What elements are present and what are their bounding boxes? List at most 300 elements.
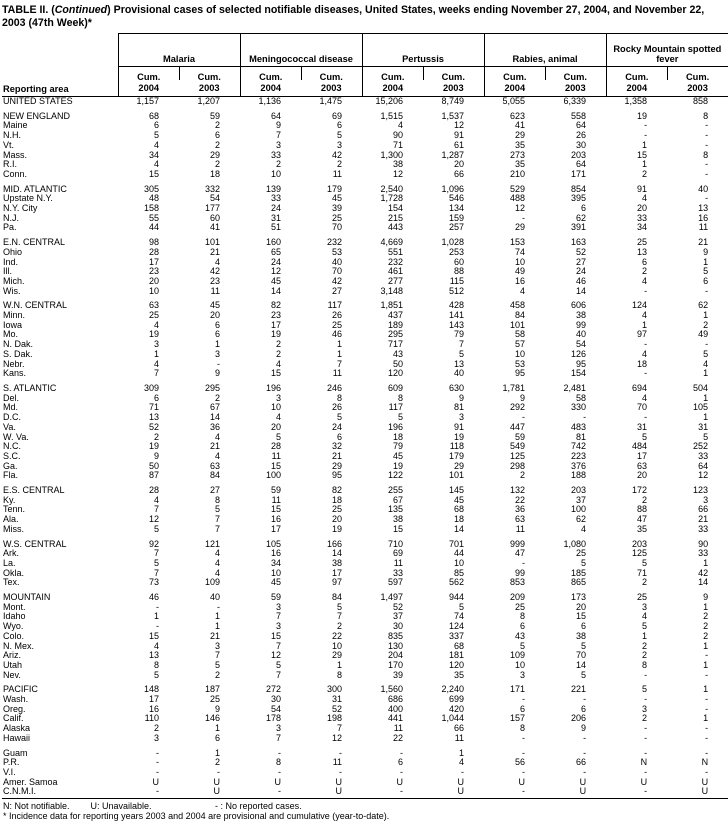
value-cell: 295 [204, 383, 221, 393]
value-cell: 101 [510, 320, 526, 330]
value-cell: - [583, 748, 587, 758]
reporting-area-header: Reporting area [2, 34, 118, 97]
value-cell: 5 [337, 413, 343, 423]
value-cell: - [339, 748, 343, 758]
table-row [2, 185, 728, 195]
value-cell: 62 [698, 301, 709, 311]
value-cell: 13 [148, 413, 159, 423]
value-cell: 2 [642, 578, 648, 588]
table-row [2, 612, 728, 622]
value-cell: 1 [703, 558, 709, 568]
value-cell: 91 [454, 131, 465, 141]
table-row [2, 758, 728, 768]
value-cell: 160 [265, 238, 282, 248]
value-cell: 179 [449, 451, 465, 461]
value-cell: 101 [449, 471, 465, 481]
value-cell: 1 [215, 622, 221, 632]
value-cell: 6 [398, 758, 404, 768]
value-cell: 2 [642, 651, 648, 661]
value-cell: 2 [703, 320, 709, 330]
value-cell: 11 [332, 169, 343, 179]
value-cell: 31 [332, 695, 343, 705]
table-row [2, 486, 728, 496]
value-cell: 52 [393, 602, 404, 612]
value-cell: 8 [520, 612, 526, 622]
value-cell: 25 [515, 602, 526, 612]
reporting-area-cell: Vt. [3, 140, 15, 150]
value-cell: 19 [637, 111, 648, 121]
table-row [2, 423, 728, 433]
table-row [2, 413, 728, 423]
table-row [2, 97, 728, 107]
value-cell: 15 [637, 150, 648, 160]
value-cell: 504 [693, 383, 709, 393]
value-cell: 29 [515, 131, 526, 141]
value-cell: 60 [210, 213, 221, 223]
value-cell: 28 [271, 442, 282, 452]
value-cell: 42 [332, 276, 343, 286]
subheader-rabies-2003: Cum. 2003 [545, 67, 606, 97]
table-row [2, 549, 728, 559]
value-cell: 90 [393, 131, 404, 141]
value-cell: 25 [637, 238, 648, 248]
reporting-area-cell: Iowa [3, 320, 23, 330]
value-cell: - [522, 558, 526, 568]
value-cell: 60 [454, 257, 465, 267]
value-cell: 232 [327, 238, 343, 248]
value-cell: 52 [576, 247, 587, 257]
reporting-area-cell: S. ATLANTIC [3, 383, 57, 393]
value-cell: 14 [454, 524, 465, 534]
value-cell: 124 [632, 301, 648, 311]
value-cell: - [644, 670, 648, 680]
value-cell: 5 [642, 558, 648, 568]
value-cell: 1,515 [380, 111, 404, 121]
value-cell: 23 [210, 276, 221, 286]
reporting-area-cell: Del. [3, 393, 20, 403]
value-cell: 458 [510, 301, 526, 311]
value-cell: 3 [153, 733, 159, 743]
value-cell: U [640, 777, 648, 787]
value-cell: - [278, 748, 282, 758]
value-cell: 49 [698, 330, 709, 340]
value-cell: 4 [642, 393, 648, 403]
table-row [2, 394, 728, 404]
value-cell: 558 [571, 111, 587, 121]
value-cell: 59 [271, 486, 282, 496]
value-cell: 22 [393, 733, 404, 743]
subheader-malaria-2004: Cum. 2004 [118, 67, 179, 97]
value-cell: - [217, 768, 221, 777]
value-cell: 6 [215, 733, 221, 743]
value-cell: 5 [642, 685, 648, 695]
value-cell: 5,055 [502, 96, 526, 106]
value-cell: 95 [332, 471, 343, 481]
reporting-area-cell: Wis. [3, 286, 21, 296]
value-cell: 46 [148, 593, 159, 603]
value-cell: 24 [271, 257, 282, 267]
value-cell: 38 [393, 515, 404, 525]
value-cell: 45 [271, 276, 282, 286]
value-cell: 120 [388, 369, 404, 379]
value-cell: 305 [143, 184, 159, 194]
value-cell: 21 [210, 631, 221, 641]
table-row [2, 238, 728, 248]
value-cell: 8 [642, 660, 648, 670]
value-cell: 43 [515, 631, 526, 641]
value-cell: 1 [459, 748, 465, 758]
value-cell: U [213, 777, 221, 787]
value-cell: - [705, 651, 709, 661]
value-cell: 4 [703, 359, 709, 369]
value-cell: 63 [210, 461, 221, 471]
reporting-area-cell: Md. [3, 403, 19, 413]
reporting-area-cell: N.H. [3, 131, 21, 141]
value-cell: 36 [210, 422, 221, 432]
value-cell: 4 [642, 311, 648, 321]
value-cell: 47 [637, 515, 648, 525]
value-cell: 91 [454, 422, 465, 432]
value-cell: - [644, 413, 648, 423]
value-cell: 171 [571, 169, 587, 179]
value-cell: 686 [388, 695, 404, 705]
subheader-rabies-2004: Cum. 2004 [484, 67, 545, 97]
value-cell: 187 [204, 685, 221, 695]
value-cell: 117 [388, 403, 404, 413]
value-cell: 123 [693, 486, 709, 496]
value-cell: 125 [632, 549, 648, 559]
value-cell: 145 [449, 486, 465, 496]
reporting-area-cell: Pa. [3, 223, 17, 233]
table-row [2, 559, 728, 569]
value-cell: 19 [393, 461, 404, 471]
value-cell: 3 [337, 140, 343, 150]
value-cell: 2 [215, 140, 221, 150]
value-cell: - [362, 787, 423, 798]
value-cell: 221 [571, 685, 587, 695]
value-cell: 5 [581, 670, 587, 680]
value-cell: 9 [153, 451, 159, 461]
value-cell: 20 [454, 160, 465, 170]
value-cell: U [579, 777, 587, 787]
value-cell: 15 [576, 612, 587, 622]
value-cell: 26 [332, 311, 343, 321]
value-cell: 70 [332, 223, 343, 233]
value-cell: 2 [520, 471, 526, 481]
value-cell: 332 [204, 184, 221, 194]
value-cell: 1 [703, 257, 709, 267]
value-cell: 109 [204, 578, 221, 588]
value-cell: 376 [571, 461, 587, 471]
value-cell: 944 [449, 593, 465, 603]
value-cell: 179 [327, 184, 343, 194]
value-cell: 30 [271, 695, 282, 705]
value-cell: 16 [515, 276, 526, 286]
value-cell: 6 [215, 320, 221, 330]
value-cell: 15,206 [375, 96, 404, 106]
value-cell: 63 [637, 461, 648, 471]
value-cell: - [705, 140, 709, 150]
value-cell: 33 [271, 194, 282, 204]
value-cell: 2 [215, 121, 221, 131]
value-cell: 15 [393, 524, 404, 534]
value-cell: 1,475 [319, 96, 343, 106]
value-cell: 6 [581, 704, 587, 714]
value-cell: 206 [571, 714, 587, 724]
value-cell: 42 [210, 267, 221, 277]
table-row [2, 223, 728, 233]
value-cell: 34 [148, 150, 159, 160]
reporting-area-cell: MOUNTAIN [3, 593, 51, 603]
value-cell: 62 [576, 515, 587, 525]
value-cell: U [274, 777, 282, 787]
value-cell: 24 [271, 204, 282, 214]
value-cell: 27 [332, 286, 343, 296]
value-cell: 16 [271, 549, 282, 559]
value-cell: 90 [698, 539, 709, 549]
value-cell: 20 [210, 311, 221, 321]
reporting-area-cell: Ill. [3, 267, 12, 277]
value-cell: 54 [576, 340, 587, 350]
value-cell: 11 [332, 369, 343, 379]
table-row [2, 442, 728, 452]
value-cell: 3 [642, 602, 648, 612]
reporting-area-cell: Tex. [3, 578, 20, 588]
value-cell: 1,080 [563, 539, 587, 549]
reporting-area-cell: Fla. [3, 471, 19, 481]
value-cell: 5 [459, 349, 465, 359]
value-cell: - [461, 768, 465, 777]
value-cell: 61 [454, 140, 465, 150]
reporting-area-cell: Ind. [3, 257, 19, 267]
value-cell: 292 [510, 403, 526, 413]
value-cell: 17 [148, 695, 159, 705]
value-cell: 163 [571, 238, 587, 248]
value-cell: 215 [388, 213, 404, 223]
value-cell: - [644, 748, 648, 758]
value-cell: 33 [698, 549, 709, 559]
reporting-area-cell: S.C. [3, 451, 21, 461]
value-cell: 71 [393, 140, 404, 150]
value-cell: 11 [271, 495, 282, 505]
value-cell: 146 [204, 714, 221, 724]
value-cell: 10 [515, 257, 526, 267]
value-cell: 66 [454, 724, 465, 734]
value-cell: 25 [210, 695, 221, 705]
value-cell: 196 [265, 383, 282, 393]
value-cell: 14 [271, 286, 282, 296]
value-cell: 25 [332, 213, 343, 223]
table-row [2, 685, 728, 695]
value-cell: 18 [637, 359, 648, 369]
value-cell: 5 [337, 131, 343, 141]
value-cell: 447 [510, 422, 526, 432]
value-cell: 38 [332, 558, 343, 568]
value-cell: 65 [271, 247, 282, 257]
value-cell: 15 [271, 505, 282, 515]
value-cell: 6 [337, 432, 343, 442]
value-cell: 10 [148, 286, 159, 296]
table-row [2, 433, 728, 443]
value-cell: 18 [332, 495, 343, 505]
value-cell: 13 [698, 204, 709, 214]
value-cell: 4 [276, 359, 282, 369]
value-cell: 2 [215, 758, 221, 768]
value-cell: 52 [332, 704, 343, 714]
value-cell: U [335, 777, 343, 787]
value-cell: 20 [576, 602, 587, 612]
value-cell: 31 [698, 422, 709, 432]
value-cell: 57 [515, 340, 526, 350]
value-cell: 8 [703, 150, 709, 160]
value-cell: 54 [271, 704, 282, 714]
value-cell: 11 [454, 733, 465, 743]
value-cell: 5 [459, 602, 465, 612]
table-row [2, 277, 728, 287]
value-cell: 1 [337, 660, 343, 670]
table-header [2, 34, 728, 97]
value-cell: 166 [327, 539, 343, 549]
column-group-pertussis: Pertussis [362, 34, 484, 67]
value-cell: 2 [703, 612, 709, 622]
value-cell: 141 [449, 311, 465, 321]
value-cell: 22 [515, 495, 526, 505]
table-row [2, 204, 728, 214]
value-cell: N [640, 758, 648, 768]
value-cell: 16 [698, 213, 709, 223]
value-cell: 420 [449, 704, 465, 714]
value-cell: 15 [271, 369, 282, 379]
value-cell: 2 [337, 160, 343, 170]
value-cell: 172 [632, 486, 648, 496]
reporting-area-cell: Ga. [3, 461, 18, 471]
table-row [2, 340, 728, 350]
value-cell: 25 [148, 311, 159, 321]
reporting-area-cell: Colo. [3, 631, 25, 641]
value-cell: 2,540 [380, 184, 404, 194]
value-cell: 255 [388, 486, 404, 496]
value-cell: 25 [637, 593, 648, 603]
value-cell: 853 [510, 578, 526, 588]
value-cell: 3 [215, 349, 221, 359]
reporting-area-cell: Miss. [3, 524, 24, 534]
subheader-meningococcal-2003: Cum. 2003 [301, 67, 362, 97]
value-cell: 483 [571, 422, 587, 432]
reporting-area-cell: Mass. [3, 150, 28, 160]
value-cell: 29 [332, 651, 343, 661]
value-cell: 16 [271, 515, 282, 525]
value-cell: 6 [215, 131, 221, 141]
value-cell: 132 [510, 486, 526, 496]
value-cell: 609 [388, 383, 404, 393]
value-cell: 865 [571, 578, 587, 588]
asterisk-footnote: * Incidence data for reporting years 2003 and 2004 are provisional and cumulative (year-to-date). [3, 811, 390, 822]
reporting-area-cell: Ala. [3, 515, 19, 525]
legend-unavailable: U: Unavailable. [90, 801, 152, 812]
reporting-area-cell: R.I. [3, 160, 18, 170]
value-cell: - [705, 724, 709, 734]
value-cell: 5 [581, 558, 587, 568]
reporting-area-cell: Okla. [3, 568, 25, 578]
value-cell: 21 [332, 451, 343, 461]
value-cell: 4 [215, 432, 221, 442]
value-cell: 81 [454, 403, 465, 413]
value-cell: 298 [510, 461, 526, 471]
value-cell: - [522, 695, 526, 705]
value-cell: 11 [393, 558, 404, 568]
value-cell: - [156, 768, 159, 777]
value-cell: 5 [215, 505, 221, 515]
value-cell: 92 [148, 539, 159, 549]
value-cell: 7 [153, 505, 159, 515]
value-cell: 10 [271, 568, 282, 578]
value-cell: 23 [148, 267, 159, 277]
value-cell: 38 [576, 631, 587, 641]
value-cell: 42 [332, 150, 343, 160]
value-cell: 58 [576, 393, 587, 403]
value-cell: 4 [153, 160, 159, 170]
value-cell: - [705, 733, 709, 743]
value-cell: 6 [153, 121, 159, 131]
value-cell: 12 [454, 121, 465, 131]
value-cell: 71 [148, 403, 159, 413]
value-cell: 9 [703, 247, 709, 257]
reporting-area-cell: E.S. CENTRAL [3, 486, 65, 496]
value-cell: - [240, 787, 301, 798]
value-cell: 68 [148, 111, 159, 121]
reporting-area-cell: Utah [3, 660, 23, 670]
subheader-rmsf-2004: Cum. 2004 [606, 67, 667, 97]
value-cell: 1 [337, 349, 343, 359]
value-cell: 143 [449, 320, 465, 330]
value-cell: 33 [637, 213, 648, 223]
value-cell: 52 [148, 422, 159, 432]
value-cell: 105 [265, 539, 282, 549]
value-cell: 5 [703, 267, 709, 277]
value-cell: 66 [454, 169, 465, 179]
value-cell: 88 [454, 267, 465, 277]
table-row [2, 321, 728, 331]
value-cell: 9 [459, 393, 465, 403]
value-cell: 33 [271, 150, 282, 160]
value-cell: 21 [698, 238, 709, 248]
reporting-area-cell: N.J. [3, 213, 20, 223]
value-cell: 29 [210, 150, 221, 160]
value-cell: 1 [153, 349, 159, 359]
table-row [2, 714, 728, 724]
value-cell: 66 [576, 758, 587, 768]
reporting-area-cell: Ky. [3, 495, 16, 505]
value-cell: 81 [576, 432, 587, 442]
value-cell: 91 [637, 184, 648, 194]
value-cell: 46 [576, 276, 587, 286]
value-cell: 79 [393, 442, 404, 452]
value-cell: - [583, 695, 587, 705]
value-cell: 4 [153, 140, 159, 150]
reporting-area-cell: Guam [3, 748, 28, 758]
value-cell: 42 [698, 568, 709, 578]
value-cell: - [156, 602, 159, 612]
subheader-malaria-2003: Cum. 2003 [179, 67, 240, 97]
value-cell: 391 [571, 223, 587, 233]
value-cell: - [705, 670, 709, 680]
value-cell: 39 [393, 670, 404, 680]
value-cell: 5 [215, 660, 221, 670]
value-cell: 51 [271, 223, 282, 233]
value-cell: 8 [153, 660, 159, 670]
value-cell: 395 [571, 194, 587, 204]
value-cell: 44 [148, 223, 159, 233]
